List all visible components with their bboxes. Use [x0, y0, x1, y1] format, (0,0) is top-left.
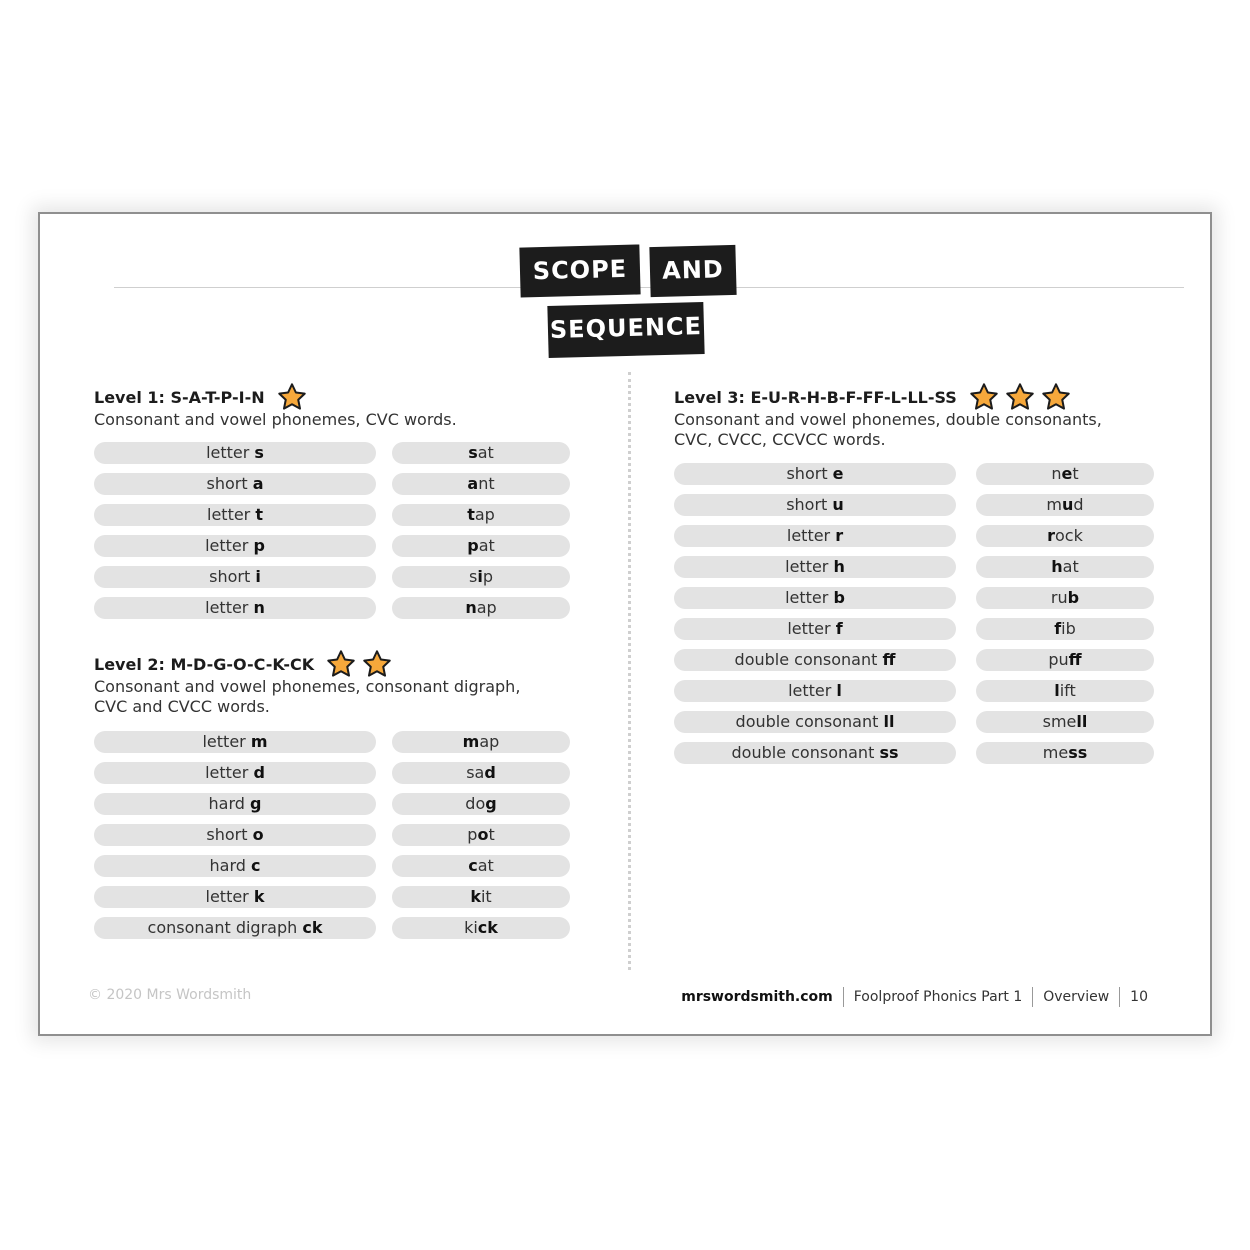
- sound-grapheme: ck: [302, 918, 323, 937]
- example-word-pill: [392, 442, 570, 464]
- word-part: sa: [466, 763, 485, 782]
- footer-section: Overview: [1032, 987, 1119, 1007]
- level-3-description-line1: Consonant and vowel phonemes, double consonants,: [674, 410, 1102, 429]
- example-word-pill: [976, 587, 1154, 609]
- word-part: p: [482, 567, 493, 586]
- word-grapheme: ll: [1076, 712, 1088, 731]
- sound-label: double consonant: [731, 743, 880, 762]
- example-word-pill: [976, 742, 1154, 764]
- word-grapheme: a: [467, 474, 479, 493]
- sound-pill: [94, 473, 376, 495]
- word-grapheme: i: [477, 567, 483, 586]
- word-part: me: [1042, 743, 1069, 762]
- level-2-stars: [326, 649, 392, 679]
- word-part: do: [465, 794, 486, 813]
- word-grapheme: h: [1051, 557, 1063, 576]
- sound-label: letter: [202, 732, 251, 751]
- level-2-heading-row: [94, 651, 520, 677]
- sound-label: short: [786, 464, 833, 483]
- footer-site: mrswordsmith.com: [681, 989, 833, 1005]
- word-part: ift: [1059, 681, 1076, 700]
- sound-pill: [674, 680, 956, 702]
- sound-grapheme: r: [835, 526, 844, 545]
- word-part: n: [1051, 464, 1062, 483]
- level-1-heading: Level 1: S-A-T-P-I-N: [94, 387, 265, 407]
- sound-pill: [674, 618, 956, 640]
- word-part: m: [1046, 495, 1063, 514]
- word-grapheme: e: [1061, 464, 1073, 483]
- word-part: t: [488, 825, 495, 844]
- sound-grapheme: ll: [883, 712, 895, 731]
- example-word-pill: [976, 525, 1154, 547]
- sound-label: letter: [205, 887, 254, 906]
- sound-label: letter: [785, 557, 834, 576]
- sound-pill: [94, 886, 376, 908]
- example-word-pill: [976, 494, 1154, 516]
- sound-pill: [94, 442, 376, 464]
- example-word-pill: [976, 649, 1154, 671]
- star-icon: [1041, 382, 1071, 412]
- word-grapheme: o: [477, 825, 489, 844]
- level-2-description-line2: CVC and CVCC words.: [94, 697, 270, 716]
- word-grapheme: g: [485, 794, 497, 813]
- example-word-pill: [976, 618, 1154, 640]
- word-part: ki: [464, 918, 478, 937]
- sound-grapheme: a: [252, 474, 264, 493]
- sound-grapheme: f: [835, 619, 843, 638]
- level-3-heading: Level 3: E-U-R-H-B-F-FF-L-LL-SS: [674, 387, 957, 407]
- word-part: at: [477, 856, 494, 875]
- word-grapheme: ck: [477, 918, 498, 937]
- sound-grapheme: n: [253, 598, 265, 617]
- sound-label: letter: [205, 536, 254, 555]
- sound-pill: [94, 504, 376, 526]
- word-part: ib: [1061, 619, 1076, 638]
- star-icon: [277, 382, 307, 412]
- sound-grapheme: p: [253, 536, 265, 555]
- word-grapheme: l: [1054, 681, 1060, 700]
- sound-grapheme: o: [252, 825, 264, 844]
- example-word-pill: [976, 463, 1154, 485]
- sound-pill: [674, 742, 956, 764]
- footer-meta: [671, 987, 1148, 1007]
- word-grapheme: k: [470, 887, 481, 906]
- example-word-pill: [392, 793, 570, 815]
- sound-grapheme: u: [832, 495, 844, 514]
- word-grapheme: m: [462, 732, 480, 751]
- word-part: at: [1062, 557, 1079, 576]
- sound-label: hard: [208, 794, 251, 813]
- word-part: nt: [478, 474, 495, 493]
- sound-pill: [674, 463, 956, 485]
- word-grapheme: u: [1062, 495, 1074, 514]
- sound-grapheme: c: [251, 856, 261, 875]
- word-grapheme: p: [467, 536, 479, 555]
- level-1-heading-row: [94, 384, 457, 410]
- worksheet-page: [38, 212, 1212, 1036]
- sound-pill: [674, 556, 956, 578]
- sound-pill: [94, 566, 376, 588]
- example-word-pill: [976, 680, 1154, 702]
- example-word-pill: [392, 504, 570, 526]
- level-2-heading: Level 2: M-D-G-O-C-K-CK: [94, 654, 315, 674]
- example-word-pill: [392, 731, 570, 753]
- sound-label: hard: [209, 856, 251, 875]
- sound-pill: [94, 762, 376, 784]
- sound-pill: [674, 494, 956, 516]
- word-grapheme: n: [465, 598, 477, 617]
- word-part: s: [469, 567, 478, 586]
- word-grapheme: s: [468, 443, 478, 462]
- sound-grapheme: ss: [879, 743, 899, 762]
- word-grapheme: ff: [1068, 650, 1082, 669]
- example-word-pill: [392, 824, 570, 846]
- title-and: AND: [649, 245, 736, 297]
- footer-page-number: 10: [1119, 987, 1148, 1007]
- title-rule: [114, 287, 1184, 288]
- sound-grapheme: s: [254, 443, 264, 462]
- sound-label: letter: [785, 588, 834, 607]
- sound-grapheme: ff: [882, 650, 896, 669]
- word-part: ap: [476, 598, 497, 617]
- sound-pill: [94, 597, 376, 619]
- sound-grapheme: h: [833, 557, 845, 576]
- sound-label: short: [206, 474, 253, 493]
- sound-label: letter: [205, 763, 254, 782]
- sound-grapheme: g: [250, 794, 262, 813]
- word-part: d: [1073, 495, 1084, 514]
- example-word-pill: [392, 886, 570, 908]
- sound-label: consonant digraph: [147, 918, 303, 937]
- sound-pill: [674, 587, 956, 609]
- sound-label: double consonant: [735, 712, 884, 731]
- word-part: pu: [1048, 650, 1069, 669]
- sound-label: letter: [786, 526, 836, 545]
- sound-grapheme: b: [833, 588, 845, 607]
- title-scope: SCOPE: [519, 244, 640, 297]
- word-part: ru: [1050, 588, 1068, 607]
- sound-label: letter: [206, 443, 255, 462]
- sound-grapheme: l: [836, 681, 842, 700]
- star-icon: [969, 382, 999, 412]
- word-grapheme: t: [467, 505, 475, 524]
- word-part: ap: [474, 505, 495, 524]
- level-3-heading-row: [674, 384, 1102, 410]
- column-divider: [628, 372, 631, 970]
- word-grapheme: d: [484, 763, 496, 782]
- sound-grapheme: e: [832, 464, 844, 483]
- word-part: t: [1072, 464, 1079, 483]
- example-word-pill: [392, 762, 570, 784]
- footer-copyright: © 2020 Mrs Wordsmith: [88, 987, 252, 1003]
- word-grapheme: r: [1047, 526, 1056, 545]
- sound-label: letter: [788, 681, 837, 700]
- word-part: at: [477, 443, 494, 462]
- sound-pill: [94, 731, 376, 753]
- sound-pill: [674, 711, 956, 733]
- level-3-description-line2: CVC, CVCC, CCVCC words.: [674, 430, 886, 449]
- example-word-pill: [976, 711, 1154, 733]
- word-grapheme: b: [1067, 588, 1080, 607]
- sound-label: short: [209, 567, 256, 586]
- word-part: ap: [479, 732, 500, 751]
- level-2-section: [94, 651, 520, 717]
- word-part: at: [478, 536, 495, 555]
- sound-pill: [94, 855, 376, 877]
- word-grapheme: ss: [1068, 743, 1088, 762]
- title-sequence: SEQUENCE: [547, 302, 704, 358]
- sound-pill: [94, 793, 376, 815]
- example-word-pill: [976, 556, 1154, 578]
- sound-pill: [94, 535, 376, 557]
- level-2-description-line1: Consonant and vowel phonemes, consonant digraph,: [94, 677, 521, 696]
- example-word-pill: [392, 855, 570, 877]
- sound-label: short: [786, 495, 833, 514]
- sound-label: letter: [787, 619, 836, 638]
- example-word-pill: [392, 597, 570, 619]
- level-1-stars: [277, 382, 307, 412]
- sound-label: letter: [207, 505, 256, 524]
- sound-grapheme: d: [253, 763, 265, 782]
- example-word-pill: [392, 535, 570, 557]
- sound-grapheme: t: [255, 505, 263, 524]
- star-icon: [326, 649, 356, 679]
- word-grapheme: f: [1054, 619, 1062, 638]
- level-3-stars: [969, 382, 1071, 412]
- sound-grapheme: k: [253, 887, 265, 906]
- word-part: sme: [1042, 712, 1077, 731]
- level-3-section: [674, 384, 1102, 450]
- word-grapheme: c: [468, 856, 478, 875]
- level-1-description: Consonant and vowel phonemes, CVC words.: [94, 410, 457, 429]
- level-1-section: [94, 384, 457, 430]
- example-word-pill: [392, 917, 570, 939]
- sound-pill: [94, 824, 376, 846]
- star-icon: [1005, 382, 1035, 412]
- word-part: it: [480, 887, 492, 906]
- footer-book: Foolproof Phonics Part 1: [843, 987, 1033, 1007]
- word-part: ock: [1055, 526, 1083, 545]
- star-icon: [362, 649, 392, 679]
- sound-label: short: [206, 825, 253, 844]
- sound-label: double consonant: [734, 650, 883, 669]
- sound-grapheme: i: [255, 567, 261, 586]
- word-part: p: [467, 825, 478, 844]
- sound-pill: [94, 917, 376, 939]
- sound-pill: [674, 649, 956, 671]
- sound-grapheme: m: [250, 732, 268, 751]
- example-word-pill: [392, 566, 570, 588]
- example-word-pill: [392, 473, 570, 495]
- sound-pill: [674, 525, 956, 547]
- sound-label: letter: [205, 598, 254, 617]
